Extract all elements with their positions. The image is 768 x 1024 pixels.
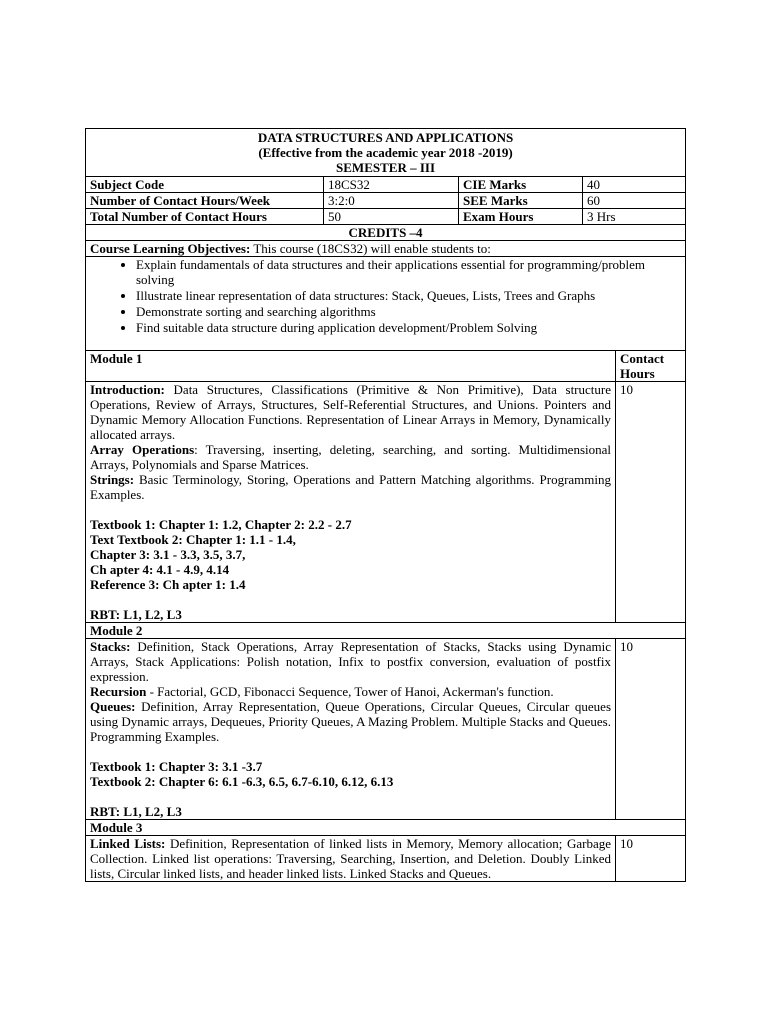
semester-label: SEMESTER – III	[336, 160, 436, 175]
objectives-text: This course (18CS32) will enable students to:	[250, 241, 491, 256]
course-title: DATA STRUCTURES AND APPLICATIONS	[257, 130, 514, 145]
module-2-rbt: RBT: L1, L2, L3	[90, 804, 182, 819]
module-1-array-operations: Array Operations: Traversing, inserting, deleting, searching, and sorting. Multidimensional Arrays, Polynomials and Sparse Matrices.	[90, 442, 612, 472]
info-value: 50	[324, 209, 459, 225]
module-1-label: Module 1	[86, 351, 616, 382]
module-1-introduction: Introduction: Data Structures, Classifications (Primitive & Non Primitive), Data structure Operations, Review of Arrays, Structures, Self-Referential Structures, and Unions. Pointers and Dynamic Memory Allocation Functions. Representation of Linear Arrays in Memory, Dynamically allocated arrays.	[90, 382, 611, 442]
info-value: 40	[583, 177, 686, 193]
credits-row	[86, 225, 686, 241]
module-2-recursion: Recursion - Factorial, GCD, Fibonacci Sequence, Tower of Hanoi, Ackerman's function.	[90, 684, 554, 699]
module-3-label: Module 3	[86, 820, 686, 836]
objective-item: • Demonstrate sorting and searching algorithms	[136, 304, 681, 319]
info-label: Subject Code	[86, 177, 324, 193]
info-label: SEE Marks	[459, 193, 583, 209]
objective-item: • Explain fundamentals of data structures and their applications essential for programming/problem solving	[136, 257, 681, 287]
module-1-reference: Reference 3: Ch apter 1: 1.4	[90, 577, 246, 592]
info-label: Exam Hours	[459, 209, 583, 225]
module-1-reference: Ch apter 4: 4.1 - 4.9, 4.14	[90, 562, 230, 577]
objectives-list	[90, 257, 681, 335]
module-2-queues: Queues: Definition, Array Representation, Queue Operations, Circular Queues, Circular queues using Dynamic arrays, Dequeues, Priority Queues, A Mazing Problem. Multiple Stacks and Queues. Programming Examples.	[90, 699, 611, 744]
course-subtitle: (Effective from the academic year 2018 -2019)	[258, 145, 513, 160]
syllabus-document	[85, 128, 685, 882]
info-label: Number of Contact Hours/Week	[86, 193, 324, 209]
info-value: 3:2:0	[324, 193, 459, 209]
objectives-list-row	[86, 257, 686, 351]
module-1-reference: Text Textbook 2: Chapter 1: 1.1 - 1.4,	[90, 532, 296, 547]
module-2-hours: 10	[616, 639, 686, 820]
module-3-hours: 10	[616, 836, 686, 882]
objectives-label: Course Learning Objectives:	[90, 241, 251, 256]
info-row	[86, 193, 686, 209]
module-1-reference: Chapter 3: 3.1 - 3.3, 3.5, 3.7,	[90, 547, 246, 562]
module-2-reference: Textbook 1: Chapter 3: 3.1 -3.7	[90, 759, 263, 774]
info-label: CIE Marks	[459, 177, 583, 193]
credits-label: CREDITS –4	[86, 225, 686, 241]
module-3-content-row	[86, 836, 686, 882]
info-value: 3 Hrs	[583, 209, 686, 225]
module-2-stacks: Stacks: Definition, Stack Operations, Array Representation of Stacks, Stacks using Dynamic Arrays, Stack Applications: Polish notation, Infix to postfix conversion, evaluation of postfix expression.	[90, 639, 611, 684]
contact-hours-header: Contact Hours	[616, 351, 686, 382]
header-row	[86, 129, 686, 177]
objectives-heading-row	[86, 241, 686, 257]
info-label: Total Number of Contact Hours	[86, 209, 324, 225]
objective-item: • Illustrate linear representation of data structures: Stack, Queues, Lists, Trees and Graphs	[136, 288, 681, 303]
module-1-content-row	[86, 382, 686, 623]
module-1-strings: Strings: Basic Terminology, Storing, Operations and Pattern Matching algorithms. Programming Examples.	[90, 472, 611, 502]
info-value: 18CS32	[324, 177, 459, 193]
info-value: 60	[583, 193, 686, 209]
module-header-row	[86, 351, 686, 382]
module-3-linked-lists: Linked Lists: Definition, Representation of linked lists in Memory, Memory allocation; Garbage Collection. Linked list operations: Traversing, Searching, Insertion, and Deletion. Doubly Linked lists, Circular linked lists, and header linked lists. Linked Stacks and Queues.	[90, 836, 611, 881]
module-3-header-row	[86, 820, 686, 836]
module-1-reference: Textbook 1: Chapter 1: 1.2, Chapter 2: 2.2 - 2.7	[90, 517, 352, 532]
syllabus-table	[85, 128, 686, 882]
module-2-label: Module 2	[86, 623, 686, 639]
info-row	[86, 177, 686, 193]
module-2-header-row	[86, 623, 686, 639]
objective-item: • Find suitable data structure during application development/Problem Solving	[136, 320, 681, 335]
module-1-hours: 10	[616, 382, 686, 623]
module-2-content-row	[86, 639, 686, 820]
module-1-rbt: RBT: L1, L2, L3	[90, 607, 182, 622]
module-2-reference: Textbook 2: Chapter 6: 6.1 -6.3, 6.5, 6.7-6.10, 6.12, 6.13	[90, 774, 394, 789]
info-row	[86, 209, 686, 225]
